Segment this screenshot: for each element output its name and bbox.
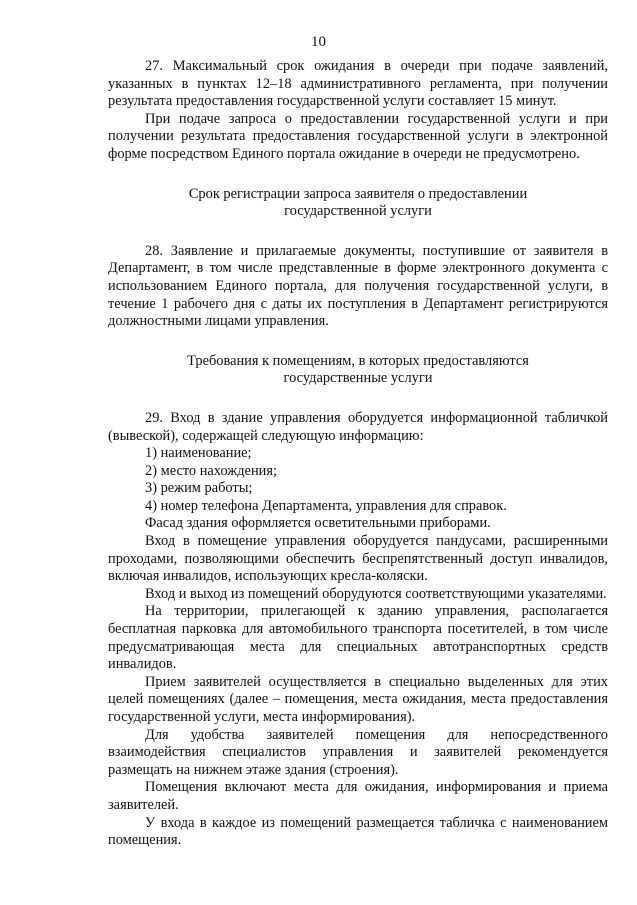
list-item: 3) режим работы; [145, 480, 253, 497]
list-item: 2) место нахождения; [145, 462, 277, 479]
paragraph: Фасад здания оформляется осветительными приборами. [145, 515, 491, 532]
page-number: 10 [311, 34, 326, 50]
paragraph: У входа в каждое из помещений размещается табличка с наименованием помещения. [108, 814, 608, 849]
paragraph: Помещения включают места для ожидания, информирования и приема заявителей. [108, 779, 608, 813]
paragraph: На территории, прилегающей к зданию управления, располагается бесплатная парковка для автомобильного транспорта посетителей, в том числе предусматривающая места для специальных автотранспортных средств инвалидов. [108, 603, 608, 673]
section-heading-registration [108, 186, 608, 221]
paragraph: Вход в помещение управления оборудуется пандусами, расширенными проходами, позволяющими обеспечить беспрепятственный доступ инвалидов, включая инвалидов, использующих кресла-коляски. [108, 533, 608, 585]
paragraph-27: 27. Максимальный срок ожидания в очереди при подаче заявлений, указанных в пунктах 12–18 административного регламента, при получении результата предоставления государственной услуги составляет 15 минут. [108, 58, 608, 110]
paragraph: Для удобства заявителей помещения для непосредственного взаимодействия специалистов управления и заявителей рекомендуется размещать на нижнем этаже здания (строения). [108, 726, 608, 778]
paragraph-28: 28. Заявление и прилагаемые документы, поступившие от заявителя в Департамент, в том числе представленные в форме электронного документа с использованием Единого портала, для получения государственной услуги, в течение 1 рабочего дня с даты их поступления в Департамент регистрируются должностными лицами управления. [108, 242, 608, 330]
heading-line: Требования к помещениям, в которых предоставляются [187, 352, 529, 369]
list-item: 1) наименование; [145, 445, 252, 462]
heading-line: государственные услуги [283, 370, 433, 387]
list-item: 4) номер телефона Департамента, управления для справок. [145, 497, 507, 514]
heading-line: государственной услуги [284, 203, 432, 220]
paragraph-27-electronic: При подаче запроса о предоставлении государственной услуги и при получении результата предоставления государственной услуги в электронной форме посредством Единого портала ожидание в очереди не предусмотрено. [108, 110, 608, 162]
paragraph: Вход и выход из помещений оборудуются соответствующими указателями. [145, 585, 607, 602]
paragraph-29: 29. Вход в здание управления оборудуется информационной табличкой (вывеской), содержащей следующую информацию: [108, 409, 608, 444]
section-heading-premises [108, 353, 608, 388]
document-body [108, 58, 608, 850]
paragraph: Прием заявителей осуществляется в специально выделенных для этих целей помещениях (далее – помещения, места ожидания, места предоставления государственной услуги, места информирования). [108, 673, 608, 725]
heading-line: Срок регистрации запроса заявителя о предоставлении [188, 185, 528, 202]
